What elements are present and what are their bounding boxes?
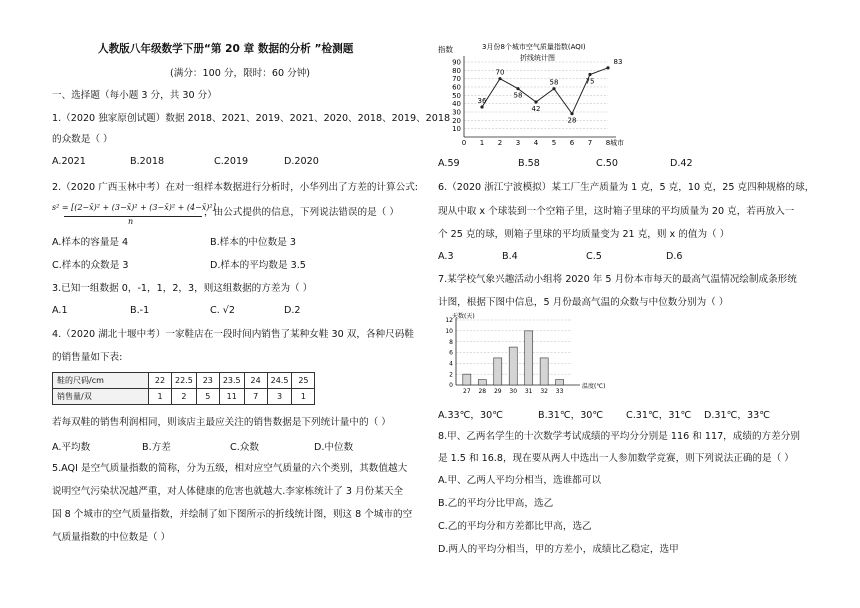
y-tick-label: 0 <box>449 382 453 390</box>
q2-stem-line1: 2.（2020 广西玉林中考）在对一组样本数据进行分析时，小华列出了方差的计算公式: <box>52 182 419 193</box>
data-label: 36 <box>477 97 487 105</box>
x-tick-label: 0 <box>461 139 467 146</box>
table-row-counts <box>53 389 315 405</box>
q8-stem-line2: 是 1.5 和 16.8，现在要从两人中选出一人参加数学竞赛，则下列说法正确的是（ ） <box>438 453 794 464</box>
table-cell: 7 <box>244 389 267 405</box>
bar <box>463 374 471 385</box>
y-tick-label: 10 <box>445 328 453 336</box>
q6-stem-line1: 6.（2020 浙江宁波模拟）某工厂生产质量为 1 克，5 克，10 克，25 克四种规格的球， <box>438 182 815 193</box>
q1-option-d[interactable]: D.2020 <box>284 156 319 167</box>
table-cell: 24.5 <box>267 373 292 389</box>
table-cell: 23 <box>196 373 219 389</box>
data-point <box>570 112 573 115</box>
data-point <box>606 66 609 69</box>
y-tick-label: 30 <box>452 108 461 117</box>
q8-option-d[interactable]: D.两人的平均分相当，甲的方差小，成绩比乙稳定，选甲 <box>438 544 679 555</box>
x-tick-label: 27 <box>463 388 471 395</box>
temperature-bar-chart <box>438 312 624 398</box>
q6-stem-line3: 个 25 克的球，则箱子里球的平均质量变为 21 克，则 x 的值为（ ） <box>438 229 730 240</box>
y-tick-label: 60 <box>452 83 461 92</box>
q7-stem-line1: 7.某学校气象兴趣活动小组将 2020 年 5 月份本市每天的最高气温情况绘制成条形统 <box>438 274 797 285</box>
q1-option-c[interactable]: C.2019 <box>214 156 249 167</box>
q2-formula-denominator: n <box>128 217 134 226</box>
y-tick-label: 12 <box>445 317 453 325</box>
y-tick-label: 4 <box>449 360 453 368</box>
q4-stem-line1: 4.（2020 湖北十堰中考）一家鞋店在一段时间内销售了某种女鞋 30 双，各种尺码鞋 <box>52 329 414 340</box>
q8-option-a[interactable]: A.甲、乙两人平均分相当，选谁都可以 <box>438 475 601 486</box>
q4-option-a[interactable]: A.平均数 <box>52 442 91 453</box>
q4-option-c[interactable]: C.众数 <box>230 442 259 453</box>
data-point <box>480 105 483 108</box>
data-point <box>534 100 537 103</box>
data-label: 58 <box>513 91 523 100</box>
q5-stem-line3: 国 8 个城市的空气质量指数，并绘制了如下图所示的折线统计图，则这 8 个城市的空 <box>52 509 413 520</box>
table-row-sizes <box>53 373 315 389</box>
q2-option-c[interactable]: C.样本的众数是 3 <box>52 260 129 271</box>
q3-option-a[interactable]: A.1 <box>52 305 68 316</box>
x-tick-label: 5 <box>551 139 557 146</box>
x-tick-label: 1 <box>479 139 485 146</box>
y-tick-label: 20 <box>452 116 461 125</box>
q4-stem-line2: 的销售量如下表: <box>52 352 123 363</box>
x-tick-label: 8 <box>605 139 611 146</box>
page-title: 人教版八年级数学下册“第 20 章 数据的分析 ”检测题 <box>98 43 354 55</box>
y-tick-label: 40 <box>452 100 461 109</box>
x-tick-label: 31 <box>524 388 533 395</box>
data-point <box>498 77 501 80</box>
bar <box>509 347 517 385</box>
y-tick-label: 80 <box>452 66 461 75</box>
q6-option-d[interactable]: D.6 <box>666 251 683 262</box>
x-tick-label: 2 <box>497 139 503 146</box>
data-point <box>552 87 555 90</box>
q3-stem: 3.已知一组数据 0，-1，1，2，3，则这组数据的方差为（ ） <box>52 283 313 294</box>
table-cell: 2 <box>172 389 197 405</box>
q7-option-d[interactable]: D.31℃，33℃ <box>704 410 770 421</box>
q7-option-c[interactable]: C.31℃，31℃ <box>626 410 692 421</box>
y-tick-label: 2 <box>449 371 453 379</box>
x-axis-label: 温度(℃) <box>582 383 606 390</box>
q5-stem-line1: 5.AQI 是空气质量指数的简称，分为五级，相对应空气质量的六个类别，其数值越大 <box>52 463 408 474</box>
y-axis-label: 天数(天) <box>452 313 475 320</box>
q1-option-a[interactable]: A.2021 <box>52 156 86 167</box>
y-axis-label: 指数 <box>438 45 453 54</box>
q5-option-d[interactable]: D.42 <box>670 158 693 169</box>
q5-stem-line4: 气质量指数的中位数是（ ） <box>52 532 171 543</box>
x-tick-label: 6 <box>569 139 575 146</box>
q1-stem-line1: 1.（2020 独家原创试题）数据 2018、2021、2019、2021、2020、2018、2019、2018 <box>52 113 451 124</box>
x-tick-label: 32 <box>540 388 548 395</box>
q2-stem-line2: ，由公式提供的信息，下列说法错误的是（ ） <box>204 207 399 218</box>
y-tick-label: 10 <box>452 125 461 134</box>
section-heading: 一、选择题（每小题 3 分，共 30 分） <box>52 90 217 101</box>
table-cell: 5 <box>196 389 219 405</box>
q2-option-d[interactable]: D.样本的平均数是 3.5 <box>210 260 306 271</box>
q7-option-b[interactable]: B.31℃，30℃ <box>538 410 604 421</box>
table-cell: 23.5 <box>219 373 244 389</box>
q4-stem-line3: 若每双鞋的销售利润相同，则该店主最应关注的销售数据是下列统计量中的（ ） <box>52 417 391 428</box>
y-tick-label: 50 <box>452 91 461 100</box>
q7-stem-line2: 计图，根据下图中信息，5 月份最高气温的众数与中位数分别为（ ） <box>438 297 729 308</box>
table-cell: 22.5 <box>172 373 197 389</box>
q6-option-a[interactable]: A.3 <box>438 251 454 262</box>
data-label: 75 <box>585 77 595 86</box>
q8-option-c[interactable]: C.乙的平均分和方差都比甲高，选乙 <box>438 521 592 532</box>
q2-option-a[interactable]: A.样本的容量是 4 <box>52 237 129 248</box>
q1-stem-line2: 的众数是（ ） <box>52 134 113 145</box>
q8-option-b[interactable]: B.乙的平均分比甲高，选乙 <box>438 498 554 509</box>
table-cell: 3 <box>267 389 292 405</box>
x-tick-label: 3 <box>515 139 521 146</box>
data-label: 42 <box>531 105 541 113</box>
q8-stem-line1: 8.甲、乙两名学生的十次数学考试成绩的平均分分别是 116 和 117，成绩的方差分别 <box>438 431 800 442</box>
q5-stem-line2: 说明空气污染状况越严重，对人体健康的危害也就越大.李家栋统计了 3 月份某天全 <box>52 486 404 497</box>
q3-option-d[interactable]: D.2 <box>284 305 301 316</box>
q6-stem-line2: 现从中取 x 个球装到一个空箱子里，这时箱子里球的平均质量为 20 克，若再放入一 <box>438 206 795 217</box>
q5-option-b[interactable]: B.58 <box>518 158 540 169</box>
x-tick-label: 30 <box>509 388 518 395</box>
table-cell: 1 <box>292 389 315 405</box>
table-cell: 22 <box>149 373 172 389</box>
table-cell: 11 <box>219 389 244 405</box>
q1-option-b[interactable]: B.2018 <box>130 156 165 167</box>
data-label: 58 <box>549 78 559 87</box>
q4-option-b[interactable]: B.方差 <box>142 442 171 453</box>
bar <box>478 380 486 385</box>
bar <box>556 380 564 385</box>
bar <box>525 331 533 385</box>
data-point <box>588 73 591 76</box>
data-point <box>516 87 519 90</box>
shoe-sales-table <box>52 372 315 405</box>
y-tick-label: 6 <box>449 349 453 357</box>
aqi-line-chart <box>438 40 628 146</box>
table-cell: 25 <box>292 373 315 389</box>
q6-option-b[interactable]: B.4 <box>502 251 518 262</box>
bar <box>494 358 502 385</box>
y-tick-label: 70 <box>452 75 461 84</box>
chart-title: 3月份8个城市空气质量指数(AQI) <box>482 43 586 51</box>
q3-option-b[interactable]: B.-1 <box>130 305 150 316</box>
x-tick-label: 33 <box>555 388 564 395</box>
q5-option-a[interactable]: A.59 <box>438 158 460 169</box>
x-tick-label: 7 <box>587 139 593 146</box>
q3-option-c[interactable]: C. √2 <box>210 305 236 316</box>
data-label: 70 <box>495 68 505 77</box>
y-tick-label: 90 <box>452 58 461 67</box>
x-tick-label: 29 <box>493 388 502 395</box>
q5-option-c[interactable]: C.50 <box>596 158 618 169</box>
bar <box>540 358 548 385</box>
chart-subtitle: 折线统计图 <box>520 54 555 62</box>
y-tick-label: 8 <box>449 338 453 346</box>
x-tick-label: 4 <box>533 139 539 146</box>
q2-option-b[interactable]: B.样本的中位数是 3 <box>210 237 296 248</box>
q7-option-a[interactable]: A.33℃，30℃ <box>438 410 504 421</box>
table-header-size: 鞋的尺码/cm <box>53 373 149 389</box>
x-tick-label: 28 <box>478 388 487 395</box>
table-header-count: 销售量/双 <box>53 389 149 405</box>
page-subtitle: (满分：100 分，限时：60 分钟) <box>170 68 311 79</box>
x-axis-label: 城市 <box>610 139 624 146</box>
q4-option-d[interactable]: D.中位数 <box>314 442 354 453</box>
table-cell: 24 <box>244 373 267 389</box>
q6-option-c[interactable]: C.5 <box>586 251 602 262</box>
data-label: 28 <box>567 116 577 125</box>
data-label: 83 <box>613 57 623 66</box>
q2-formula-numerator: s² = [(2−x̄)² + (3−x̄)² + (3−x̄)² + (4−x̄)²] <box>52 203 216 212</box>
table-cell: 1 <box>149 389 172 405</box>
